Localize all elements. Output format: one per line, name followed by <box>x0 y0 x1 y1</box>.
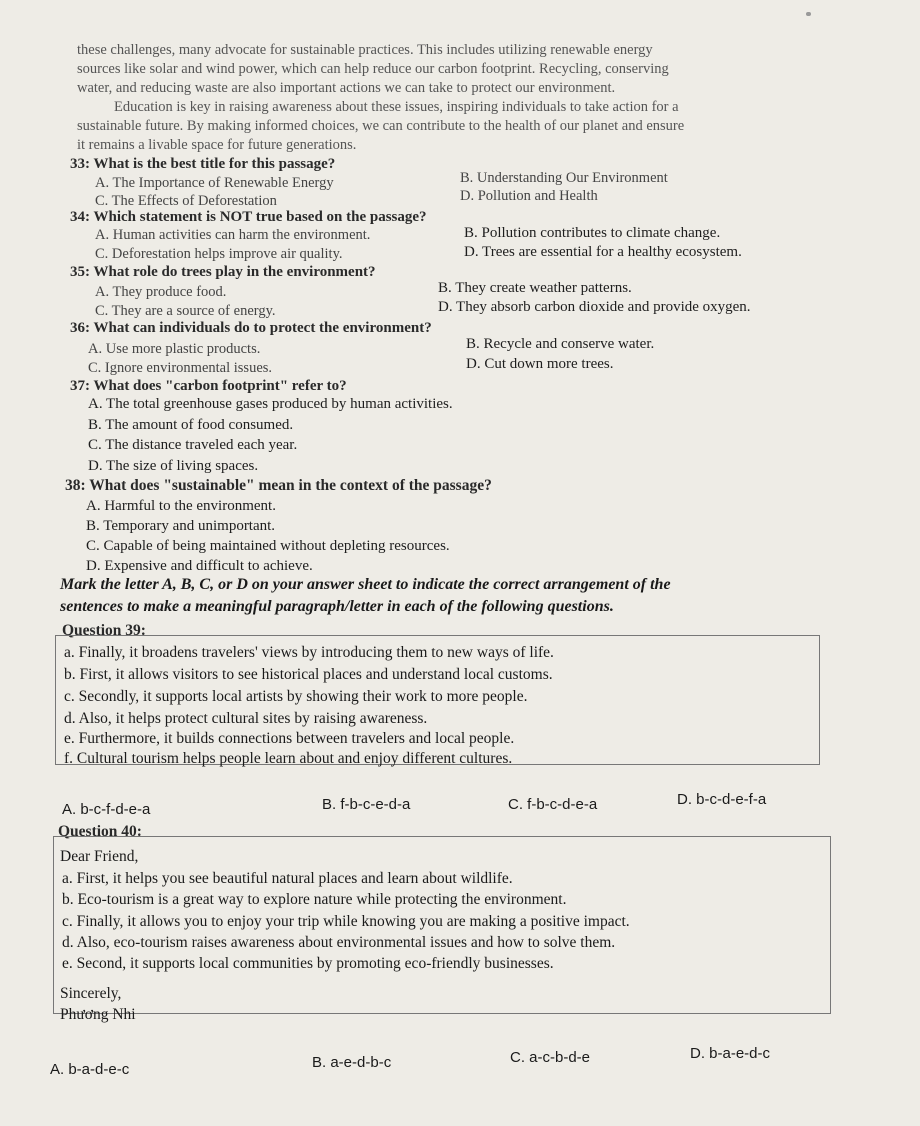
option-b: B. Pollution contributes to climate change. <box>464 225 721 241</box>
option-d: D. Trees are essential for a healthy ecosystem. <box>464 244 742 260</box>
option-d: D. They absorb carbon dioxide and provide oxygen. <box>438 299 751 315</box>
question-title: 37: What does "carbon footprint" refer to? <box>70 378 347 394</box>
option-c: C. Deforestation helps improve air quality. <box>95 246 343 262</box>
option-d: D. Pollution and Health <box>460 188 598 204</box>
question-title: 38: What does "sustainable" mean in the context of the passage? <box>65 477 492 494</box>
passage-line: it remains a livable space for future generations. <box>77 137 357 153</box>
option-d: D. The size of living spaces. <box>88 458 259 474</box>
passage-line: sustainable future. By making informed choices, we can contribute to the health of our planet and ensure <box>77 118 685 134</box>
sentence-c: c. Secondly, it supports local artists by showing their work to more people. <box>64 688 528 705</box>
option-a: A. Human activities can harm the environment. <box>95 227 371 243</box>
passage-line: water, and reducing waste are also important actions we can take to protect our environment. <box>77 80 616 96</box>
question-label: Question 40: <box>58 823 142 840</box>
question-title: 35: What role do trees play in the environment? <box>70 264 376 280</box>
answer-d: D. b-c-d-e-f-a <box>677 791 767 808</box>
option-c: C. The distance traveled each year. <box>88 437 298 453</box>
option-b: B. The amount of food consumed. <box>88 417 294 433</box>
sentence-b: b. Eco-tourism is a great way to explore nature while protecting the environment. <box>62 891 567 908</box>
option-b: B. They create weather patterns. <box>438 280 632 296</box>
sentence-a: a. First, it helps you see beautiful natural places and learn about wildlife. <box>62 870 513 887</box>
answer-d: D. b-a-e-d-c <box>690 1045 771 1062</box>
option-c: C. They are a source of energy. <box>95 303 276 319</box>
option-b: B. Recycle and conserve water. <box>466 336 655 352</box>
sentence-e: e. Second, it supports local communities by promoting eco-friendly businesses. <box>62 955 554 972</box>
sentence-b: b. First, it allows visitors to see historical places and understand local customs. <box>64 666 553 683</box>
answer-c: C. a-c-b-d-e <box>510 1049 591 1066</box>
option-b: B. Temporary and unimportant. <box>86 518 276 534</box>
letter-signature: Phương Nhi <box>60 1006 136 1023</box>
passage-line: Education is key in raising awareness about these issues, inspiring individuals to take action for a <box>114 99 679 115</box>
answer-a: A. b-a-d-e-c <box>50 1061 130 1078</box>
option-a: A. The total greenhouse gases produced by human activities. <box>88 396 453 412</box>
instruction-line: Mark the letter A, B, C, or D on your answer sheet to indicate the correct arrangement of the <box>60 576 671 593</box>
answer-a: A. b-c-f-d-e-a <box>62 801 151 818</box>
question-title: 36: What can individuals do to protect the environment? <box>70 320 432 336</box>
option-d: D. Expensive and difficult to achieve. <box>86 558 313 574</box>
answer-b: B. a-e-d-b-c <box>312 1054 392 1071</box>
option-a: A. The Importance of Renewable Energy <box>95 175 334 191</box>
sentence-d: d. Also, it helps protect cultural sites by raising awareness. <box>64 710 428 727</box>
question-title: 34: Which statement is NOT true based on the passage? <box>70 209 427 225</box>
option-d: D. Cut down more trees. <box>466 356 614 372</box>
passage-line: sources like solar and wind power, which can help reduce our carbon footprint. Recycling, conserving <box>77 61 669 77</box>
sentence-d: d. Also, eco-tourism raises awareness about environmental issues and how to solve them. <box>62 934 616 951</box>
option-a: A. Harmful to the environment. <box>86 498 276 514</box>
sentence-f: f. Cultural tourism helps people learn about and enjoy different cultures. <box>64 750 513 767</box>
letter-closing: Sincerely, <box>60 985 122 1002</box>
option-c: C. Ignore environmental issues. <box>88 360 273 376</box>
option-b: B. Understanding Our Environment <box>460 170 668 186</box>
option-a: A. Use more plastic products. <box>88 341 261 357</box>
answer-c: C. f-b-c-d-e-a <box>508 796 598 813</box>
sentence-c: c. Finally, it allows you to enjoy your trip while knowing you are making a positive impact. <box>62 913 630 930</box>
option-c: C. The Effects of Deforestation <box>95 193 277 209</box>
instruction-line: sentences to make a meaningful paragraph/letter in each of the following questions. <box>60 598 614 615</box>
ink-speck <box>806 12 811 16</box>
sentence-e: e. Furthermore, it builds connections between travelers and local people. <box>64 730 515 747</box>
passage-line: these challenges, many advocate for sustainable practices. This includes utilizing renewable energy <box>77 42 653 58</box>
answer-b: B. f-b-c-e-d-a <box>322 796 411 813</box>
sentence-a: a. Finally, it broadens travelers' views by introducing them to new ways of life. <box>64 644 554 661</box>
option-a: A. They produce food. <box>95 284 227 300</box>
question-title: 33: What is the best title for this passage? <box>70 156 336 172</box>
question-label: Question 39: <box>62 622 146 639</box>
option-c: C. Capable of being maintained without depleting resources. <box>86 538 450 554</box>
letter-greeting: Dear Friend, <box>60 848 139 865</box>
